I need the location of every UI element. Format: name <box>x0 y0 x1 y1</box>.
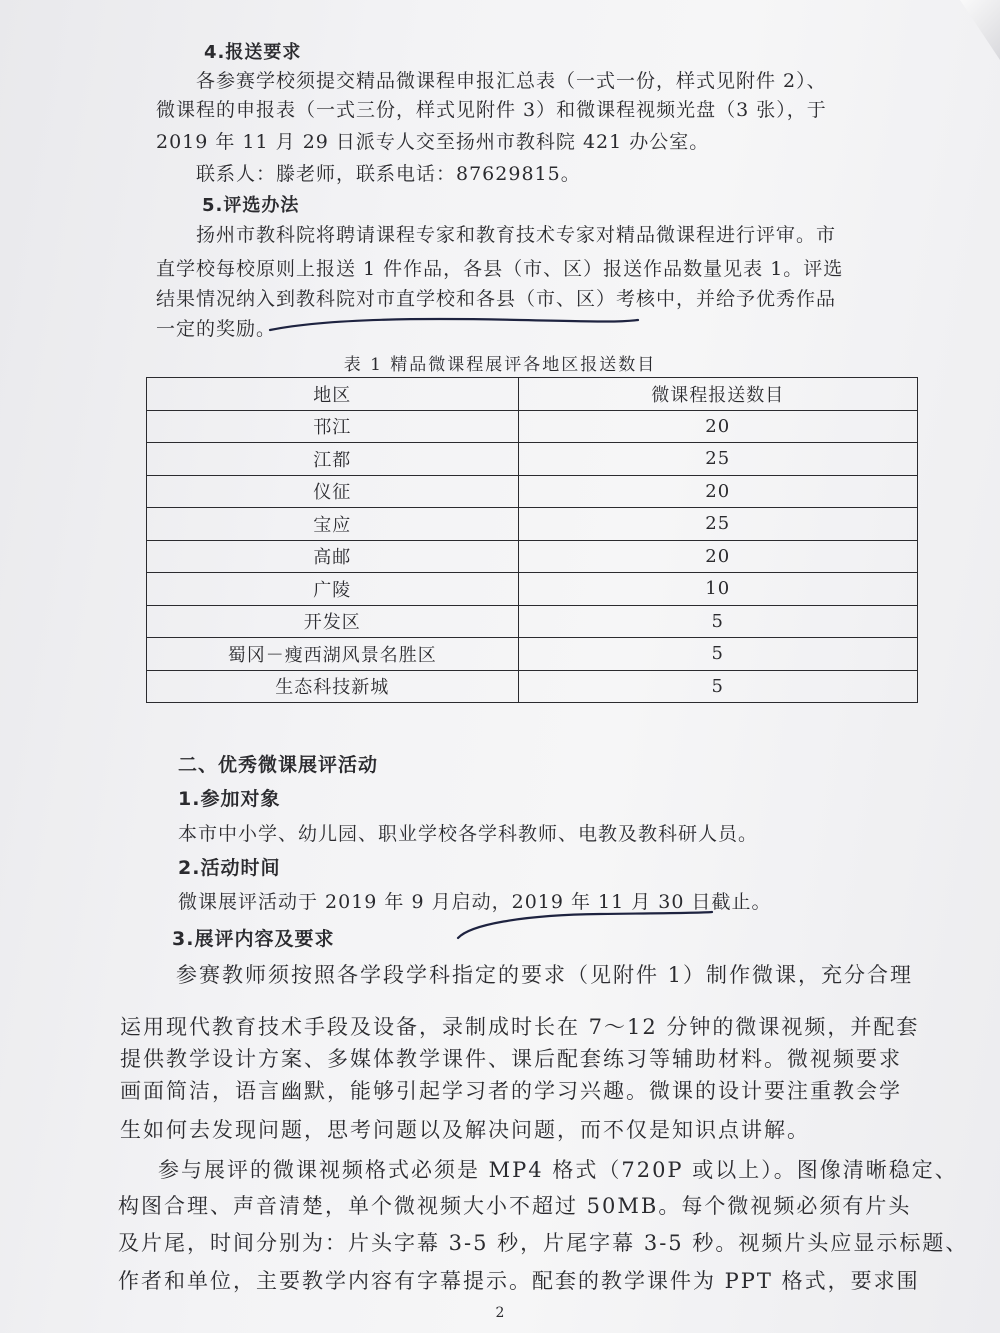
count-cell: 10 <box>518 573 918 606</box>
count-cell: 20 <box>518 540 918 573</box>
section-4-line-2: 微课程的申报表（一式三份，样式见附件 3）和微课程视频光盘（3 张），于 <box>156 99 827 121</box>
section-4-heading: 4.报送要求 <box>204 42 302 63</box>
region-cell: 开发区 <box>147 605 519 638</box>
pen-underline-top <box>270 319 638 330</box>
section-5-line-3: 结果情况纳入到教科院对市直学校和各县（市、区）考核中，并给予优秀作品 <box>156 288 837 310</box>
page-number: 2 <box>495 1305 505 1321</box>
paragraph-2-line-3: 及片尾，时间分别为：片头字幕 3-5 秒，片尾字幕 3-5 秒。视频片头应显示标题、 <box>118 1231 969 1255</box>
region-submission-table <box>146 377 918 703</box>
column-header-region: 地区 <box>147 378 519 411</box>
page-fold-corner <box>960 0 1000 60</box>
table-row <box>147 443 918 476</box>
paragraph-2-line-1: 参与展评的微课视频格式必须是 MP4 格式（720P 或以上）。图像清晰稳定、 <box>158 1158 958 1182</box>
section-4-line-1: 各参赛学校须提交精品微课程申报汇总表（一式一份，样式见附件 2）、 <box>196 70 827 92</box>
table-row <box>147 508 918 541</box>
region-cell: 生态科技新城 <box>147 670 519 703</box>
count-cell: 5 <box>518 638 918 671</box>
region-cell: 宝应 <box>147 508 519 541</box>
paragraph-1-line-5: 生如何去发现问题，思考问题以及解决问题，而不仅是知识点讲解。 <box>120 1118 810 1142</box>
section-5-line-1: 扬州市教科院将聘请课程专家和教育技术专家对精品微课程进行评审。市 <box>196 224 837 246</box>
table-row <box>147 475 918 508</box>
table-row <box>147 670 918 703</box>
region-cell: 仪征 <box>147 475 519 508</box>
paragraph-1-line-2: 运用现代教育技术手段及设备，录制成时长在 7～12 分钟的微课视频，并配套 <box>120 1015 920 1039</box>
count-cell: 5 <box>518 605 918 638</box>
table-row <box>147 605 918 638</box>
column-header-count: 微课程报送数目 <box>518 378 918 411</box>
subsection-1-text: 本市中小学、幼儿园、职业学校各学科教师、电教及教科研人员。 <box>178 823 759 845</box>
pen-underline-bottom <box>458 912 712 938</box>
contact-line: 联系人：滕老师，联系电话：87629815。 <box>196 163 581 185</box>
subsection-2-text: 微课展评活动于 2019 年 9 月启动，2019 年 11 月 30 日截止。 <box>178 891 772 913</box>
table-row <box>147 573 918 606</box>
table-header-row <box>147 378 918 411</box>
subsection-3-heading: 3.展评内容及要求 <box>172 928 335 950</box>
count-cell: 20 <box>518 475 918 508</box>
count-cell: 25 <box>518 443 918 476</box>
region-cell: 广陵 <box>147 573 519 606</box>
subsection-1-heading: 1.参加对象 <box>178 788 281 810</box>
region-cell: 邗江 <box>147 410 519 443</box>
paragraph-2-line-4: 作者和单位，主要教学内容有字幕提示。配套的教学课件为 PPT 格式，要求围 <box>118 1269 920 1293</box>
region-cell: 高邮 <box>147 540 519 573</box>
paragraph-1-line-4: 画面简洁，语言幽默，能够引起学习者的学习兴趣。微课的设计要注重教会学 <box>120 1079 902 1103</box>
table-row <box>147 638 918 671</box>
section-5-line-4: 一定的奖励。 <box>156 318 277 340</box>
table-row <box>147 540 918 573</box>
region-cell: 江都 <box>147 443 519 476</box>
paragraph-1-line-1: 参赛教师须按照各学段学科指定的要求（见附件 1）制作微课，充分合理 <box>176 963 914 987</box>
paragraph-2-line-2: 构图合理、声音清楚，单个微视频大小不超过 50MB。每个微视频必须有片头 <box>118 1194 912 1218</box>
count-cell: 20 <box>518 410 918 443</box>
count-cell: 5 <box>518 670 918 703</box>
section-4-line-3: 2019 年 11 月 29 日派专人交至扬州市教科院 421 办公室。 <box>156 131 710 153</box>
table-row <box>147 410 918 443</box>
section-5-heading: 5.评选办法 <box>202 195 300 216</box>
subsection-2-heading: 2.活动时间 <box>178 857 281 879</box>
paragraph-1-line-3: 提供教学设计方案、多媒体教学课件、课后配套练习等辅助材料。微视频要求 <box>120 1047 902 1071</box>
section-5-line-2: 直学校每校原则上报送 1 件作品，各县（市、区）报送作品数量见表 1。评选 <box>156 258 844 280</box>
count-cell: 25 <box>518 508 918 541</box>
part-2-heading: 二、优秀微课展评活动 <box>178 754 379 776</box>
table-caption: 表 1 精品微课程展评各地区报送数目 <box>343 355 657 375</box>
region-cell: 蜀冈－瘦西湖风景名胜区 <box>147 638 519 671</box>
